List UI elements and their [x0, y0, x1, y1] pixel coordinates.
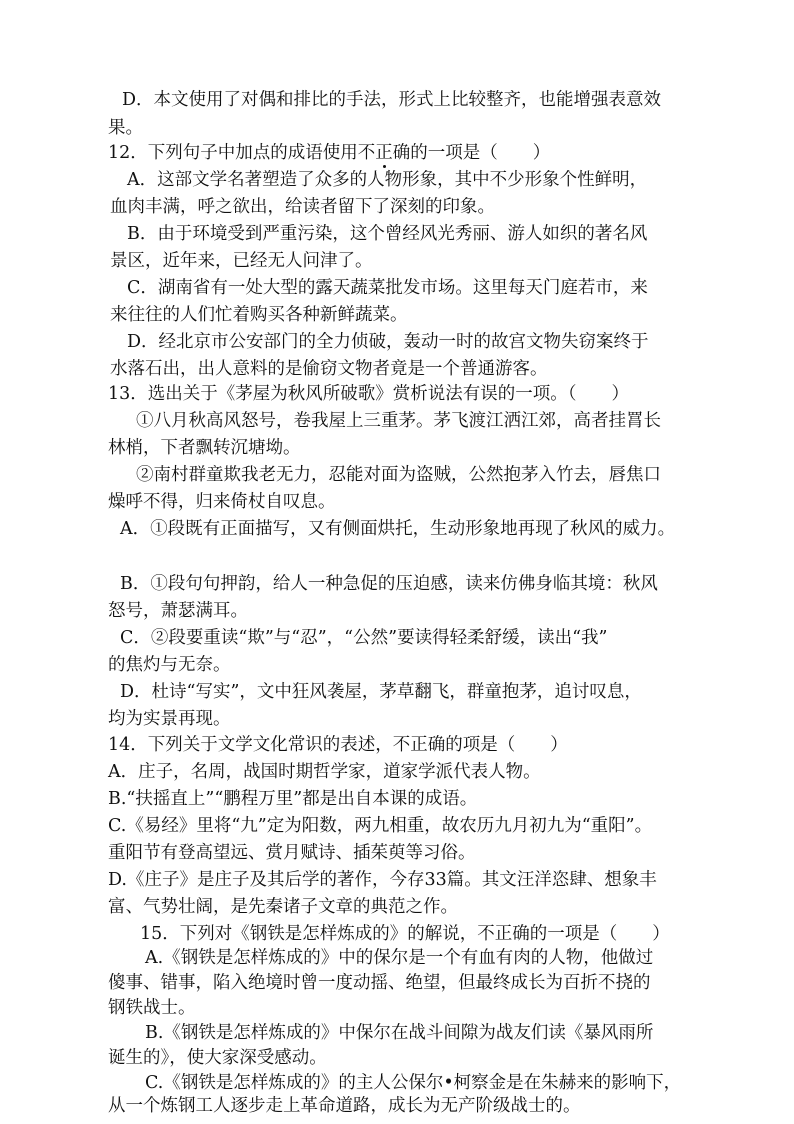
q13-poem-para-1-line-1: ①八月秋高风怒号，卷我屋上三重茅。茅飞渡江洒江郊，高者挂罥长 [136, 411, 661, 431]
q12-stem-dotted-text: 不正确 [357, 143, 411, 163]
q14-option-d-line-1: D.《庄子》是庄子及其后学的著作，今存33篇。其文汪洋恣肆、想象丰 [108, 870, 657, 890]
q13-option-c-line-2: 的焦灼与无奈。 [108, 655, 231, 675]
q13-option-b-line-2: 怒号，萧瑟满耳。 [108, 601, 248, 621]
q11-option-d-line-2: 果。 [108, 118, 143, 138]
q12-option-c-line-2: 来往往的人们忙着购买各种新鲜蔬菜。 [110, 305, 408, 325]
q13-poem-para-1-line-2: 林梢，下者飘转沉塘坳。 [108, 438, 301, 458]
q13-stem: 13．选出关于《茅屋为秋风所破歌》赏析说法有误的一项。（ ） [108, 384, 630, 404]
q13-poem-para-2-line-2: 燥呼不得，归来倚杖自叹息。 [108, 492, 336, 512]
q13-option-d-line-2: 均为实景再现。 [108, 709, 231, 729]
q12-stem-start: 12．下列句子中加点的成语使用 [108, 143, 358, 163]
q11-option-d-line-1: D．本文使用了对偶和排比的手法，形式上比较整齐，也能增强表意效 [122, 90, 662, 110]
q12-stem [108, 141, 550, 165]
q12-option-b-line-2: 景区，近年来，已经无人问津了。 [110, 251, 373, 271]
q12-option-c-line-1: C．湖南省有一处大型的露天蔬菜批发市场。这里每天门庭若市，来 [127, 278, 648, 298]
q15-option-b-line-2: 诞生的》，使大家深受感动。 [108, 1048, 327, 1068]
q15-option-a-line-1: A.《钢铁是怎样炼成的》中的保尔是一个有血有肉的人物，他做过 [145, 948, 654, 968]
q12-option-a-line-1: A．这部文学名著塑造了众多的人物形象，其中不少形象个性鲜明， [127, 170, 648, 190]
q15-option-a-line-3: 钢铁战士。 [108, 998, 196, 1018]
q13-option-d-line-1: D．杜诗“写实”，文中狂风袭屋，茅草翻飞，群童抱茅，追讨叹息， [120, 682, 642, 702]
q14-stem: 14．下列关于文学文化常识的表述，不正确的项是（ ） [108, 735, 568, 755]
q14-option-b: B.“扶摇直上”“鹏程万里”都是出自本课的成语。 [108, 789, 478, 809]
q15-option-c-line-1: C.《钢铁是怎样炼成的》的主人公保尔•柯察金是在朱赫来的影响下， [145, 1073, 682, 1093]
q14-option-a: A．庄子，名周，战国时期哲学家，道家学派代表人物。 [108, 762, 541, 782]
q15-stem: 15．下列对《钢铁是怎样炼成的》的解说，不正确的一项是（ ） [140, 924, 670, 944]
q13-option-c-line-1: C．②段要重读“欺”与“忍”，“公然”要读得轻柔舒缓，读出“我” [120, 628, 608, 648]
q12-option-b-line-1: B．由于环境受到严重污染，这个曾经风光秀丽、游人如织的著名风 [127, 224, 648, 244]
q15-option-b-line-1: B.《钢铁是怎样炼成的》中保尔在战斗间隙为战友们读《暴风雨所 [145, 1023, 654, 1043]
q15-option-c-line-2: 从一个炼钢工人逐步走上革命道路，成长为无产阶级战士的。 [108, 1096, 581, 1116]
q13-poem-para-2-line-1: ②南村群童欺我老无力，忍能对面为盗贼，公然抱茅入竹去，唇焦口 [136, 465, 661, 485]
q15-option-a-line-2: 傻事、错事，陷入绝境时曾一度动摇、绝望，但最终成长为百折不挠的 [108, 973, 651, 993]
q12-option-a-line-2: 血肉丰满，呼之欲出，给读者留下了深刻的印象。 [110, 197, 495, 217]
q13-option-a: A．①段既有正面描写，又有侧面烘托，生动形象地再现了秋风的威力。 [120, 519, 676, 539]
q13-option-b-line-1: B．①段句句押韵，给人一种急促的压迫感，读来仿佛身临其境：秋风 [120, 574, 658, 594]
q14-option-c-line-2: 重阳节有登高望远、赏月赋诗、插茱萸等习俗。 [108, 843, 476, 863]
q12-option-d-line-1: D．经北京市公安部门的全力侦破，轰动一时的故宫文物失窃案终于 [127, 332, 649, 352]
q12-stem-end: 的一项是（ ） [410, 143, 551, 163]
q14-option-c-line-1: C.《易经》里将“九”定为阳数，两九相重，故农历九月初九为“重阳”。 [108, 816, 653, 836]
q12-option-d-line-2: 水落石出，出人意料的是偷窃文物者竟是一个普通游客。 [110, 359, 548, 379]
q14-option-d-line-2: 富、气势壮阔，是先秦诸子文章的典范之作。 [108, 897, 458, 917]
